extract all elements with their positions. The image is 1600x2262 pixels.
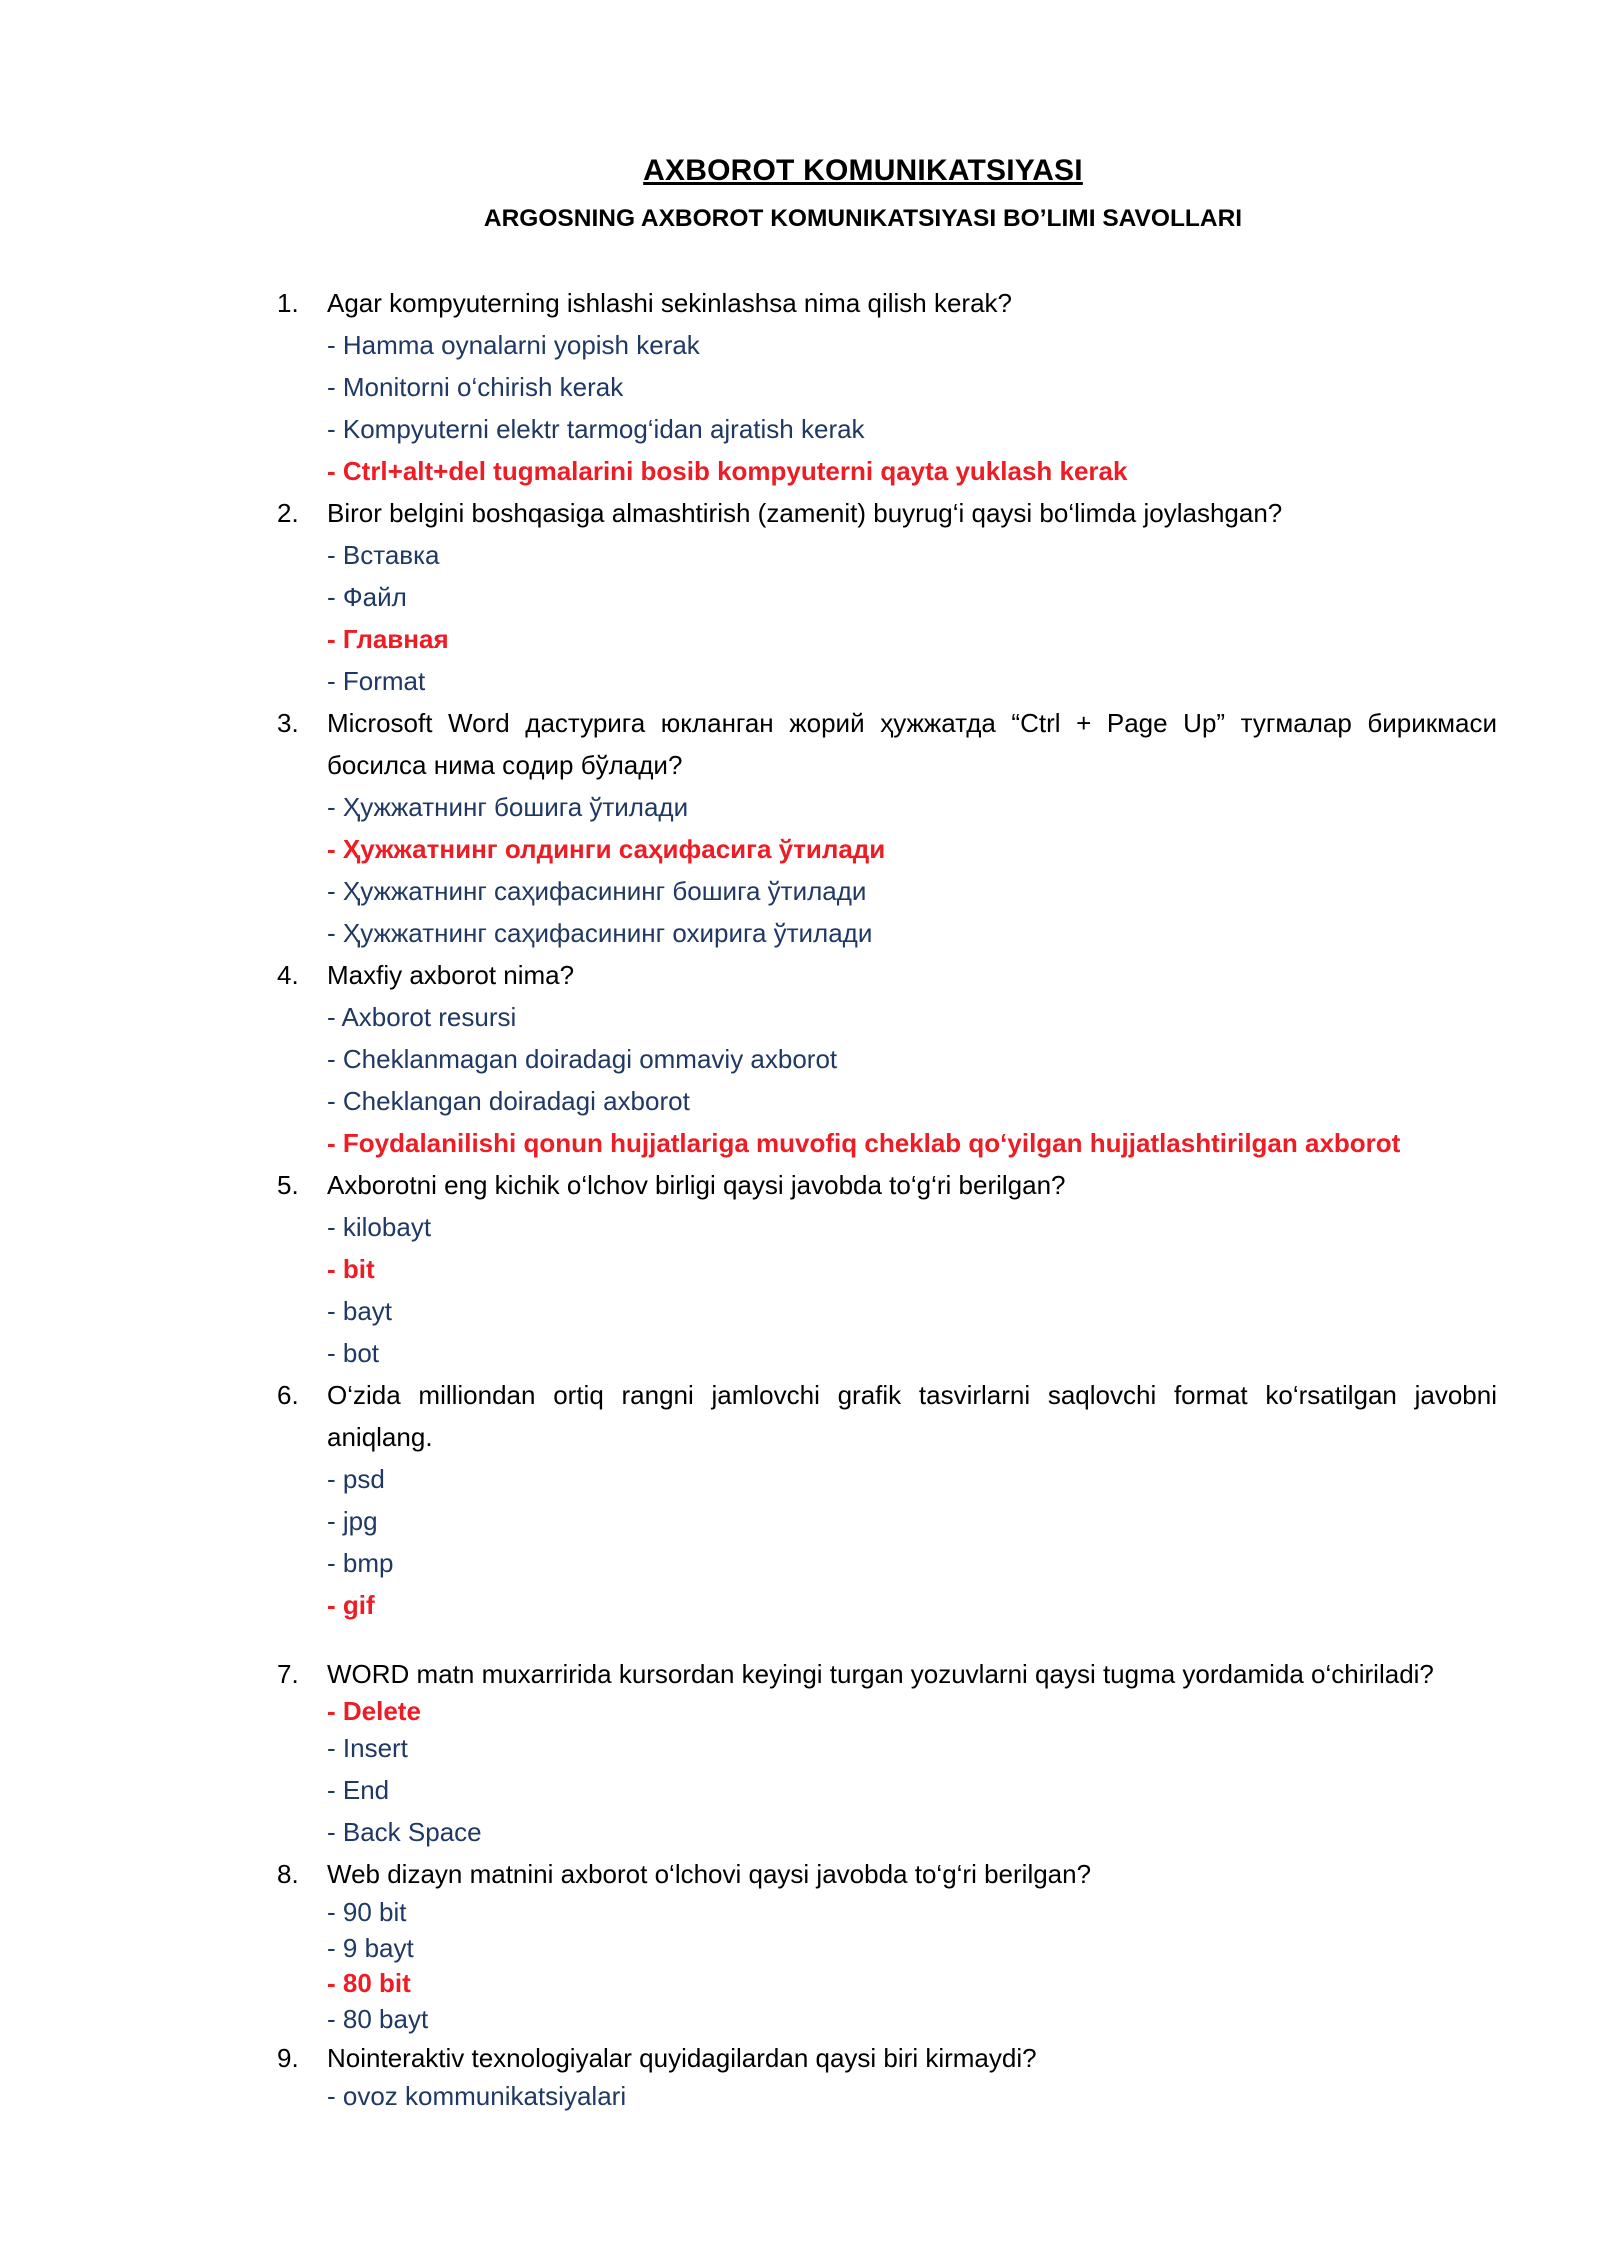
question-text: Maxfiy axborot nima? <box>327 960 575 990</box>
answer-option: - bmp <box>327 1548 394 1578</box>
correct-answer: - Ctrl+alt+del tugmalarini bosib kompyuterni qayta yuklash kerak <box>327 456 1128 486</box>
answer-option: - bayt <box>327 1296 393 1326</box>
answer-option: - ovoz kommunikatsiyalari <box>327 2081 627 2111</box>
question-number: 8. <box>277 1859 299 1889</box>
question-item <box>277 1653 1497 1853</box>
answer-option: - Cheklangan doiradagi axborot <box>327 1086 690 1116</box>
answer-option: - Format <box>327 666 426 696</box>
answer-list <box>277 2079 1497 2115</box>
correct-answer: - 80 bit <box>327 1968 411 1998</box>
answer-option: - Monitorni o‘chirish kerak <box>327 372 624 402</box>
document-subtitle: ARGOSNING AXBOROT KOMUNIKATSIYASI BO’LIMI SAVOLLARI <box>483 205 1243 232</box>
answer-option: - Ҳужжатнинг саҳифасининг охирига ўтилади <box>327 918 873 948</box>
correct-answer: - Delete <box>327 1696 421 1726</box>
answer-list <box>277 324 1497 492</box>
answer-option: - Файл <box>327 582 407 612</box>
answer-list <box>277 1895 1497 2037</box>
answer-option: - Back Space <box>327 1817 482 1847</box>
answer-option: - Hamma oynalarni yopish kerak <box>327 330 700 360</box>
question-text: Nointeraktiv texnologiyalar quyidagilardan qaysi biri kirmaydi? <box>327 2043 1037 2073</box>
answer-option: - Вставка <box>327 540 440 570</box>
question-number: 9. <box>277 2043 299 2073</box>
question-item <box>277 702 1497 954</box>
answer-option: - Ҳужжатнинг бошига ўтилади <box>327 792 689 822</box>
question-text: Web dizayn matnini axborot o‘lchovi qaysi javobda to‘g‘ri berilgan? <box>327 1859 1092 1889</box>
answer-option: - Kompyuterni elektr tarmog‘idan ajratish kerak <box>327 414 865 444</box>
question-number: 1. <box>277 288 299 318</box>
question-item <box>277 282 1497 492</box>
answer-option: - Axborot resursi <box>327 1002 517 1032</box>
question-number: 3. <box>277 708 299 738</box>
correct-answer: - bit <box>327 1254 375 1284</box>
question-text: Axborotni eng kichik o‘lchov birligi qaysi javobda to‘g‘ri berilgan? <box>327 1170 1066 1200</box>
correct-answer: - Ҳужжатнинг олдинги саҳифасига ўтилади <box>327 834 886 864</box>
answer-option: - 80 bayt <box>327 2003 429 2034</box>
answer-list <box>277 1206 1497 1374</box>
answer-option: - Cheklanmagan doiradagi ommaviy axborot <box>327 1044 838 1074</box>
question-item <box>277 2037 1497 2115</box>
answer-option: - bot <box>327 1338 380 1368</box>
question-number: 5. <box>277 1170 299 1200</box>
question-text: O‘zida milliondan ortiq rangni jamlovchi grafik tasvirlarni saqlovchi format ko‘rsatilgan javobni aniqlang. <box>327 1380 1497 1452</box>
question-list <box>277 282 1497 2115</box>
question-item <box>277 1164 1497 1374</box>
answer-list <box>277 996 1497 1164</box>
question-number: 7. <box>277 1659 299 1689</box>
answer-option: - Insert <box>327 1733 408 1763</box>
answer-list <box>277 786 1497 954</box>
answer-option: - 90 bit <box>327 1897 407 1927</box>
question-item <box>277 492 1497 702</box>
question-item <box>277 954 1497 1164</box>
correct-answer: - Foydalanilishi qonun hujjatlariga muvofiq cheklab qo‘yilgan hujjatlashtirilgan axborot <box>327 1128 1401 1158</box>
question-number: 2. <box>277 498 299 528</box>
question-text: Microsoft Word дастурига юкланган жорий ҳужжатда “Ctrl + Page Up” тугмалар бирикмаси босилса нима содир бўлади? <box>327 708 1497 780</box>
question-text: Agar kompyuterning ishlashi sekinlashsa nima qilish kerak? <box>327 288 1013 318</box>
answer-option: - Ҳужжатнинг саҳифасининг бошига ўтилади <box>327 876 867 906</box>
correct-answer: - gif <box>327 1590 375 1620</box>
question-text: Biror belgini boshqasiga almashtirish (zamenit) buyrug‘i qaysi bo‘limda joylashgan? <box>327 498 1283 528</box>
question-text: WORD matn muxarririda kursordan keyingi turgan yozuvlarni qaysi tugma yordamida o‘chiriladi? <box>327 1659 1434 1689</box>
answer-option: - kilobayt <box>327 1212 432 1242</box>
answer-option: - psd <box>327 1464 385 1494</box>
question-number: 4. <box>277 960 299 990</box>
question-number: 6. <box>277 1380 299 1410</box>
answer-list <box>277 534 1497 702</box>
question-item <box>277 1853 1497 2037</box>
answer-list <box>277 1695 1497 1853</box>
answer-list <box>277 1458 1497 1626</box>
correct-answer: - Главная <box>327 624 449 654</box>
document-title: AXBOROT KOMUNIKATSIYASI <box>643 154 1083 187</box>
answer-option: - End <box>327 1775 390 1805</box>
answer-option: - jpg <box>327 1506 378 1536</box>
answer-option: - 9 bayt <box>327 1932 414 1963</box>
question-item <box>277 1374 1497 1626</box>
